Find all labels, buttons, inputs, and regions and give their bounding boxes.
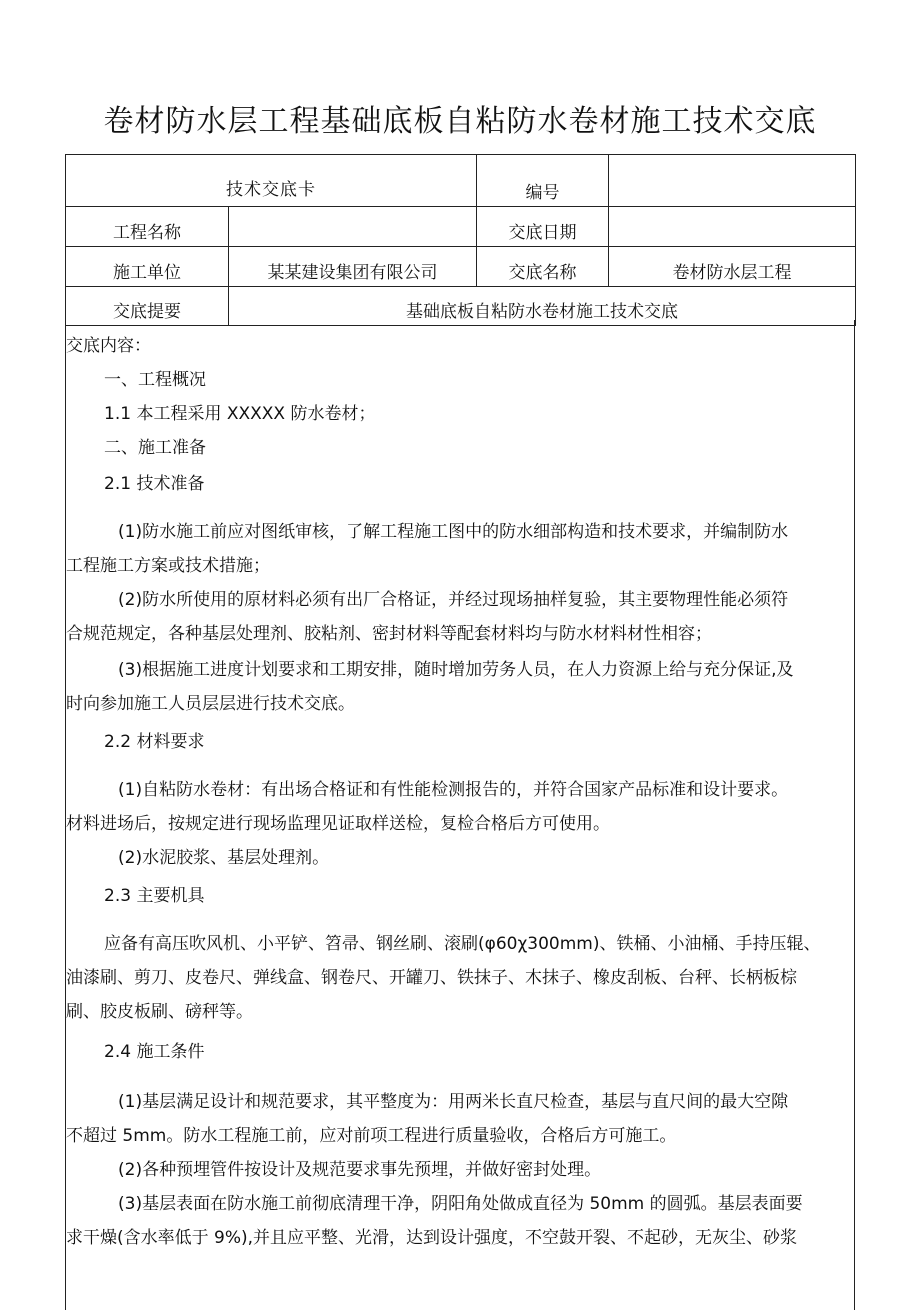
subsection-heading: 2.1 技术准备 (104, 474, 205, 494)
construction-unit-value: 某某建设集团有限公司 (229, 247, 477, 287)
paragraph-line: 不超过 5mm。防水工程施工前，应对前项工程进行质量验收，合格后方可施工。 (66, 1126, 677, 1146)
construction-unit-label: 施工单位 (66, 247, 229, 287)
paragraph-line: (2)各种预埋管件按设计及规范要求事先预埋，并做好密封处理。 (118, 1160, 602, 1180)
disclosure-name-value: 卷材防水层工程 (609, 247, 856, 287)
paragraph-line: (1)基层满足设计和规范要求，其平整度为：用两米长直尺检查，基层与直尺间的最大空隙 (118, 1092, 789, 1112)
content-label: 交底内容： (66, 336, 151, 356)
paragraph-line: 工程施工方案或技术措施； (66, 556, 270, 576)
summary-label: 交底提要 (66, 287, 229, 326)
paragraph-line: (1)防水施工前应对图纸审核，了解工程施工图中的防水细部构造和技术要求，并编制防水 (118, 522, 789, 542)
paragraph-line: 油漆刷、剪刀、皮卷尺、弹线盒、钢卷尺、开罐刀、铁抹子、木抹子、橡皮刮板、台秤、长柄板棕 (66, 968, 797, 988)
section-heading: 一、工程概况 (104, 370, 206, 390)
document-title: 卷材防水层工程基础底板自粘防水卷材施工技术交底 (103, 104, 817, 139)
disclosure-name-label: 交底名称 (477, 247, 609, 287)
paragraph-line: 应备有高压吹风机、小平铲、笤帚、钢丝刷、滚刷(φ60χ300mm)、铁桶、小油桶、手持压辊、 (104, 934, 821, 954)
subsection-heading: 2.2 材料要求 (104, 732, 205, 752)
card-heading: 技术交底卡 (66, 155, 477, 207)
date-value (609, 207, 856, 247)
paragraph-line: (3)根据施工进度计划要求和工期安排，随时增加劳务人员，在人力资源上给与充分保证,及 (118, 660, 794, 680)
number-value (609, 155, 856, 207)
paragraph-line: (2)防水所使用的原材料必须有出厂合格证，并经过现场抽样复验，其主要物理性能必须符 (118, 590, 789, 610)
project-name-label: 工程名称 (66, 207, 229, 247)
paragraph-line: 合规范规定，各种基层处理剂、胶粘剂、密封材料等配套材料均与防水材料材性相容； (66, 624, 712, 644)
project-name-value (229, 207, 477, 247)
subsection-heading: 2.4 施工条件 (104, 1042, 205, 1062)
paragraph-line: (2)水泥胶浆、基层处理剂。 (118, 848, 330, 868)
paragraph-line: (3)基层表面在防水施工前彻底清理干净，阴阳角处做成直径为 50mm 的圆弧。基层表面要 (118, 1194, 803, 1214)
paragraph-line: 1.1 本工程采用 XXXXX 防水卷材； (104, 404, 376, 424)
paragraph-line: 材料进场后，按规定进行现场监理见证取样送检，复检合格后方可使用。 (66, 814, 610, 834)
paragraph-line: 求干燥(含水率低于 9%),并且应平整、光滑，达到设计强度，不空鼓开裂、不起砂，无灰尘、砂浆 (66, 1228, 798, 1248)
number-label: 编号 (477, 155, 609, 207)
paragraph-line: 刷、胶皮板刷、磅秤等。 (66, 1002, 253, 1022)
disclosure-card-table (65, 154, 856, 326)
subsection-heading: 2.3 主要机具 (104, 886, 205, 906)
summary-value: 基础底板自粘防水卷材施工技术交底 (229, 287, 856, 326)
date-label: 交底日期 (477, 207, 609, 247)
paragraph-line: 时向参加施工人员层层进行技术交底。 (66, 694, 355, 714)
disclosure-content (65, 320, 855, 1310)
section-heading: 二、施工准备 (104, 438, 206, 458)
paragraph-line: (1)自粘防水卷材：有出场合格证和有性能检测报告的，并符合国家产品标准和设计要求。 (118, 780, 789, 800)
